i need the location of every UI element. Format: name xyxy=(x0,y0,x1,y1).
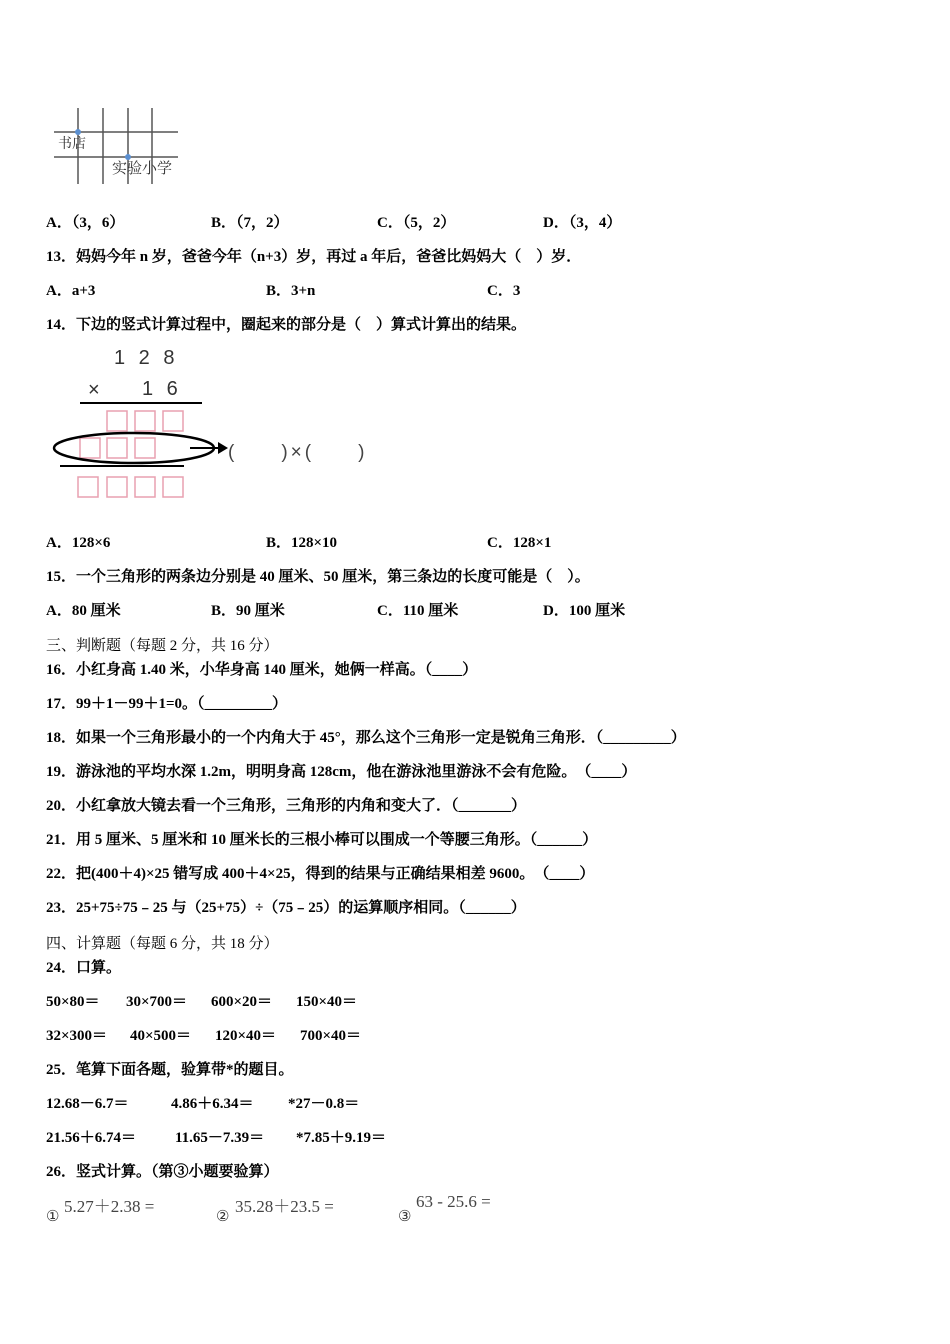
q12-option-c[interactable]: C．（5，2） xyxy=(377,215,456,231)
section3-title: 三、判断题（每题 2 分，共 16 分） xyxy=(46,638,279,654)
q12-option-a[interactable]: A．（3，6） xyxy=(46,215,125,231)
multiplicand: 1 2 8 xyxy=(114,347,179,369)
q24-stem: 24．口算。 xyxy=(46,960,122,976)
q25-calc-3: *27－0.8＝ xyxy=(288,1096,360,1112)
q25-calc-4: 21.56＋6.74＝ xyxy=(46,1130,137,1146)
q24-calc-7: 120×40＝ xyxy=(215,1028,277,1044)
judge-item-19: 19．游泳池的平均水深 1.2m，明明身高 128cm，他在游泳池里游泳不会有危险。 （____） xyxy=(46,764,637,780)
times-sign: × xyxy=(88,379,100,401)
label-bookstore: 书店 xyxy=(58,135,86,151)
q12-option-b[interactable]: B．（7，2） xyxy=(211,215,289,231)
q26-num-1: ① xyxy=(46,1209,60,1225)
q12-option-d[interactable]: D．（3，4） xyxy=(543,215,622,231)
q26-num-2: ② xyxy=(216,1209,230,1225)
partial-product-1-boxes xyxy=(107,411,183,431)
q24-calc-8: 700×40＝ xyxy=(300,1028,362,1044)
q24-calc-4: 150×40＝ xyxy=(296,994,358,1010)
q15-option-b[interactable]: B．90 厘米 xyxy=(211,603,285,619)
q14-stem: 14．下边的竖式计算过程中，圈起来的部分是（ ）算式计算出的结果。 xyxy=(46,317,527,333)
q24-calc-2: 30×700＝ xyxy=(126,994,188,1010)
q26-expr-2: 35.28＋23.5 = xyxy=(235,1197,334,1216)
vertical-mult-figure xyxy=(50,345,410,505)
section4-title: 四、计算题（每题 6 分，共 18 分） xyxy=(46,936,279,952)
q14-option-b[interactable]: B．128×10 xyxy=(266,535,338,551)
judge-item-16: 16．小红身高 1.40 米，小华身高 140 厘米，她俩一样高。（____） xyxy=(46,662,478,678)
q25-calc-6: *7.85＋9.19＝ xyxy=(296,1130,387,1146)
q25-calc-1: 12.68－6.7＝ xyxy=(46,1096,129,1112)
partial-product-2-boxes xyxy=(80,438,155,458)
map-grid-figure xyxy=(50,104,195,186)
q26-stem: 26．竖式计算。（第③小题要验算） xyxy=(46,1164,279,1180)
blank-expression: ( )×( ) xyxy=(228,442,368,463)
judge-item-22: 22．把(400＋4)×25 错写成 400＋4×25，得到的结果与正确结果相差 9600。 （____） xyxy=(46,866,595,882)
q13-stem: 13．妈妈今年 n 岁，爸爸今年（n+3）岁，再过 a 年后，爸爸比妈妈大（ ）岁． xyxy=(46,249,582,265)
q15-option-c[interactable]: C．110 厘米 xyxy=(377,603,459,619)
multiplier: 1 6 xyxy=(142,378,182,400)
q24-calc-5: 32×300＝ xyxy=(46,1028,108,1044)
q26-expr-1: 5.27＋2.38 = xyxy=(64,1197,155,1216)
q25-calc-2: 4.86＋6.34＝ xyxy=(171,1096,254,1112)
q15-option-d[interactable]: D．100 厘米 xyxy=(543,603,626,619)
arrow-head xyxy=(218,442,228,454)
q24-calc-1: 50×80＝ xyxy=(46,994,100,1010)
q13-option-a[interactable]: A．a+3 xyxy=(46,283,96,299)
q15-stem: 15．一个三角形的两条边分别是 40 厘米、50 厘米，第三条边的长度可能是（ ）。 xyxy=(46,569,590,585)
judge-item-20: 20．小红拿放大镜去看一个三角形，三角形的内角和变大了．（_______） xyxy=(46,798,527,814)
q14-option-c[interactable]: C．128×1 xyxy=(487,535,552,551)
q13-option-c[interactable]: C．3 xyxy=(487,283,521,299)
q14-option-a[interactable]: A．128×6 xyxy=(46,535,111,551)
q13-option-b[interactable]: B．3+n xyxy=(266,283,316,299)
label-school: 实验小学 xyxy=(112,160,173,177)
q26-expr-3: 63 - 25.6 = xyxy=(416,1192,491,1211)
q15-option-a[interactable]: A．80 厘米 xyxy=(46,603,121,619)
q26-num-3: ③ xyxy=(398,1209,412,1225)
q25-calc-5: 11.65－7.39＝ xyxy=(175,1130,265,1146)
q24-calc-3: 600×20＝ xyxy=(211,994,273,1010)
q25-stem: 25．笔算下面各题，验算带*的题目。 xyxy=(46,1062,294,1078)
q24-calc-6: 40×500＝ xyxy=(130,1028,192,1044)
judge-item-18: 18．如果一个三角形最小的一个内角大于 45°，那么这个三角形一定是锐角三角形．（_________） xyxy=(46,730,686,746)
judge-item-21: 21．用 5 厘米、5 厘米和 10 厘米长的三根小棒可以围成一个等腰三角形。（______） xyxy=(46,832,598,848)
judge-item-23: 23．25+75÷75﹣25 与（25+75）÷（75﹣25）的运算顺序相同。（______） xyxy=(46,900,526,916)
judge-item-17: 17．99＋1－99＋1=0。（_________） xyxy=(46,696,288,712)
final-product-boxes xyxy=(78,477,183,497)
